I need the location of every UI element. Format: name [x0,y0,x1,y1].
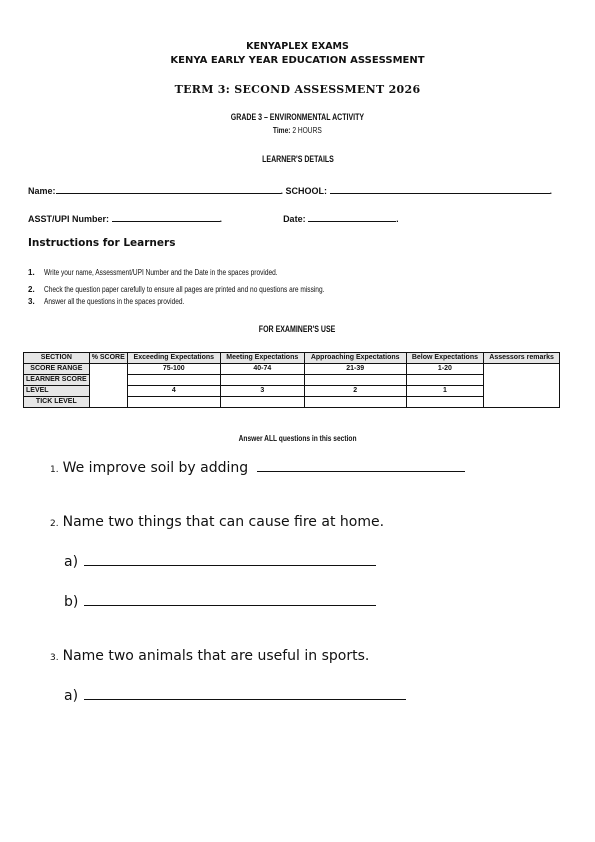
answer-line[interactable] [84,687,406,700]
table-cell[interactable] [220,397,304,408]
upi-date-row: ASST/UPI Number: . Date: . [28,214,399,224]
table-cell: 1-20 [406,364,483,375]
answer-a [64,687,406,704]
examiner-use-title: FOR EXAMINER'S USE [259,324,336,334]
remarks-cell[interactable] [484,364,560,408]
question-2 [50,514,384,530]
instructions-title: Instructions for Learners [28,237,176,249]
examiner-table-header [24,353,560,364]
exam-time: Time: 2 HOURS [273,125,322,135]
table-cell: 75-100 [127,364,220,375]
question-text: We improve soil by adding [62,460,249,476]
question-number: 3. [50,653,59,663]
table-cell: 2 [304,386,406,397]
date-field[interactable] [308,213,396,222]
score-cell[interactable] [89,364,127,408]
answer-b [64,593,376,610]
table-cell[interactable] [127,397,220,408]
grade-subject: GRADE 3 – ENVIRONMENTAL ACTIVITY [230,112,365,122]
answer-marker: a) [64,554,79,570]
table-row [24,364,560,375]
instruction-item: 2. Check the question paper carefully to ensure all pages are printed and no questions are missing. [28,285,325,294]
learner-details-heading: LEARNER'S DETAILS [261,154,334,164]
table-cell[interactable] [304,397,406,408]
exam-provider: KENYAPLEX EXAMS [246,41,349,52]
table-cell: 4 [127,386,220,397]
instruction-item: 3. Answer all the questions in the spaces provided. [28,297,185,306]
table-cell: 40-74 [220,364,304,375]
question-1 [50,458,465,476]
col-approaching: Approaching Expectations [304,353,406,364]
answer-line[interactable] [257,458,465,472]
name-field[interactable] [56,185,281,194]
question-text: Name two animals that are useful in sports. [62,648,370,664]
col-meeting: Meeting Expectations [220,353,304,364]
table-cell[interactable] [127,375,220,386]
row-label: LEARNER SCORE [24,375,90,386]
name-school-row: Name: . SCHOOL: . [28,186,553,196]
upi-field[interactable] [112,213,220,222]
table-cell: 3 [220,386,304,397]
table-cell[interactable] [406,397,483,408]
col-score: % SCORE [89,353,127,364]
term-title: TERM 3: SECOND ASSESSMENT 2026 [174,83,421,96]
answer-a [64,553,376,570]
question-number: 2. [50,519,59,529]
table-cell: 1 [406,386,483,397]
section-instruction: Answer ALL questions in this section [238,433,357,443]
question-number: 1. [50,465,59,475]
question-3 [50,648,369,664]
instruction-item: 1. Write your name, Assessment/UPI Number and the Date in the spaces provided. [28,268,278,277]
answer-line[interactable] [84,553,376,566]
row-label: TICK LEVEL [24,397,90,408]
date-label: Date: [283,214,306,224]
answer-marker: a) [64,688,79,704]
table-cell: 21-39 [304,364,406,375]
upi-label: ASST/UPI Number: [28,214,110,224]
answer-line[interactable] [84,593,376,606]
school-label: SCHOOL: [285,186,328,196]
answer-marker: b) [64,594,79,610]
col-section: SECTION [24,353,90,364]
col-below: Below Expectations [406,353,483,364]
examiner-table [23,352,560,408]
table-cell[interactable] [220,375,304,386]
col-remarks: Assessors remarks [484,353,560,364]
table-cell[interactable] [406,375,483,386]
name-label: Name: [28,186,56,196]
school-field[interactable] [330,185,550,194]
question-text: Name two things that can cause fire at home. [62,514,385,530]
assessment-name: KENYA EARLY YEAR EDUCATION ASSESSMENT [170,55,425,66]
col-exceeding: Exceeding Expectations [127,353,220,364]
row-label: SCORE RANGE [24,364,90,375]
row-label: LEVEL [24,386,90,397]
table-cell[interactable] [304,375,406,386]
